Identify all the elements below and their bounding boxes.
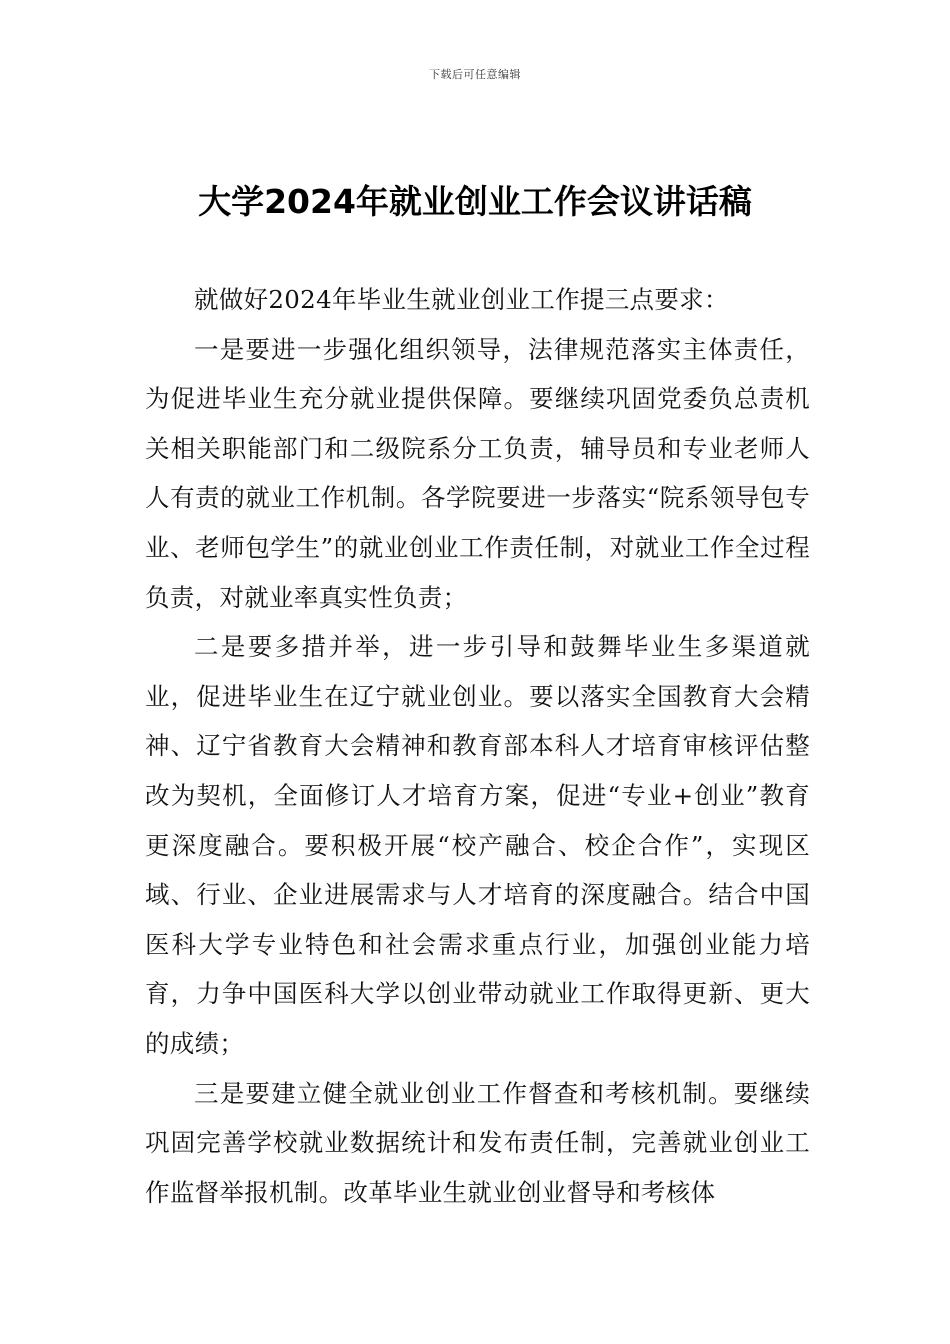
- paragraph-point-three: 三是要建立健全就业创业工作督查和考核机制。要继续巩固完善学校就业数据统计和发布责任制，完善就业创业工作监督举报机制。改革毕业生就业创业督导和考核体: [145, 1078, 810, 1207]
- paragraph-point-one: 一是要进一步强化组织领导，法律规范落实主体责任，为促进毕业生充分就业提供保障。要继续巩固党委负总责机关相关职能部门和二级院系分工负责，辅导员和专业老师人人有责的就业工作机制。各学院要进一步落实“院系领导包专业、老师包学生”的就业创业工作责任制，对就业工作全过程负责，对就业率真实性负责；: [145, 334, 810, 612]
- document-body: [145, 275, 810, 1217]
- paragraph-point-two: 二是要多措并举，进一步引导和鼓舞毕业生多渠道就业，促进毕业生在辽宁就业创业。要以落实全国教育大会精神、辽宁省教育大会精神和教育部本科人才培育审核评估整改为契机，全面修订人才培育方案，促进“专业+创业”教育更深度融合。要积极开展“校产融合、校企合作”，实现区域、行业、企业进展需求与人才培育的深度融合。结合中国医科大学专业特色和社会需求重点行业，加强创业能力培育，力争中国医科大学以创业带动就业工作取得更新、更大的成绩；: [145, 632, 810, 1058]
- paragraph-intro: 就做好2024年毕业生就业创业工作提三点要求：: [194, 285, 729, 314]
- document-title: 大学2024年就业创业工作会议讲话稿: [198, 182, 752, 221]
- header-note: 下载后可任意编辑: [429, 68, 521, 81]
